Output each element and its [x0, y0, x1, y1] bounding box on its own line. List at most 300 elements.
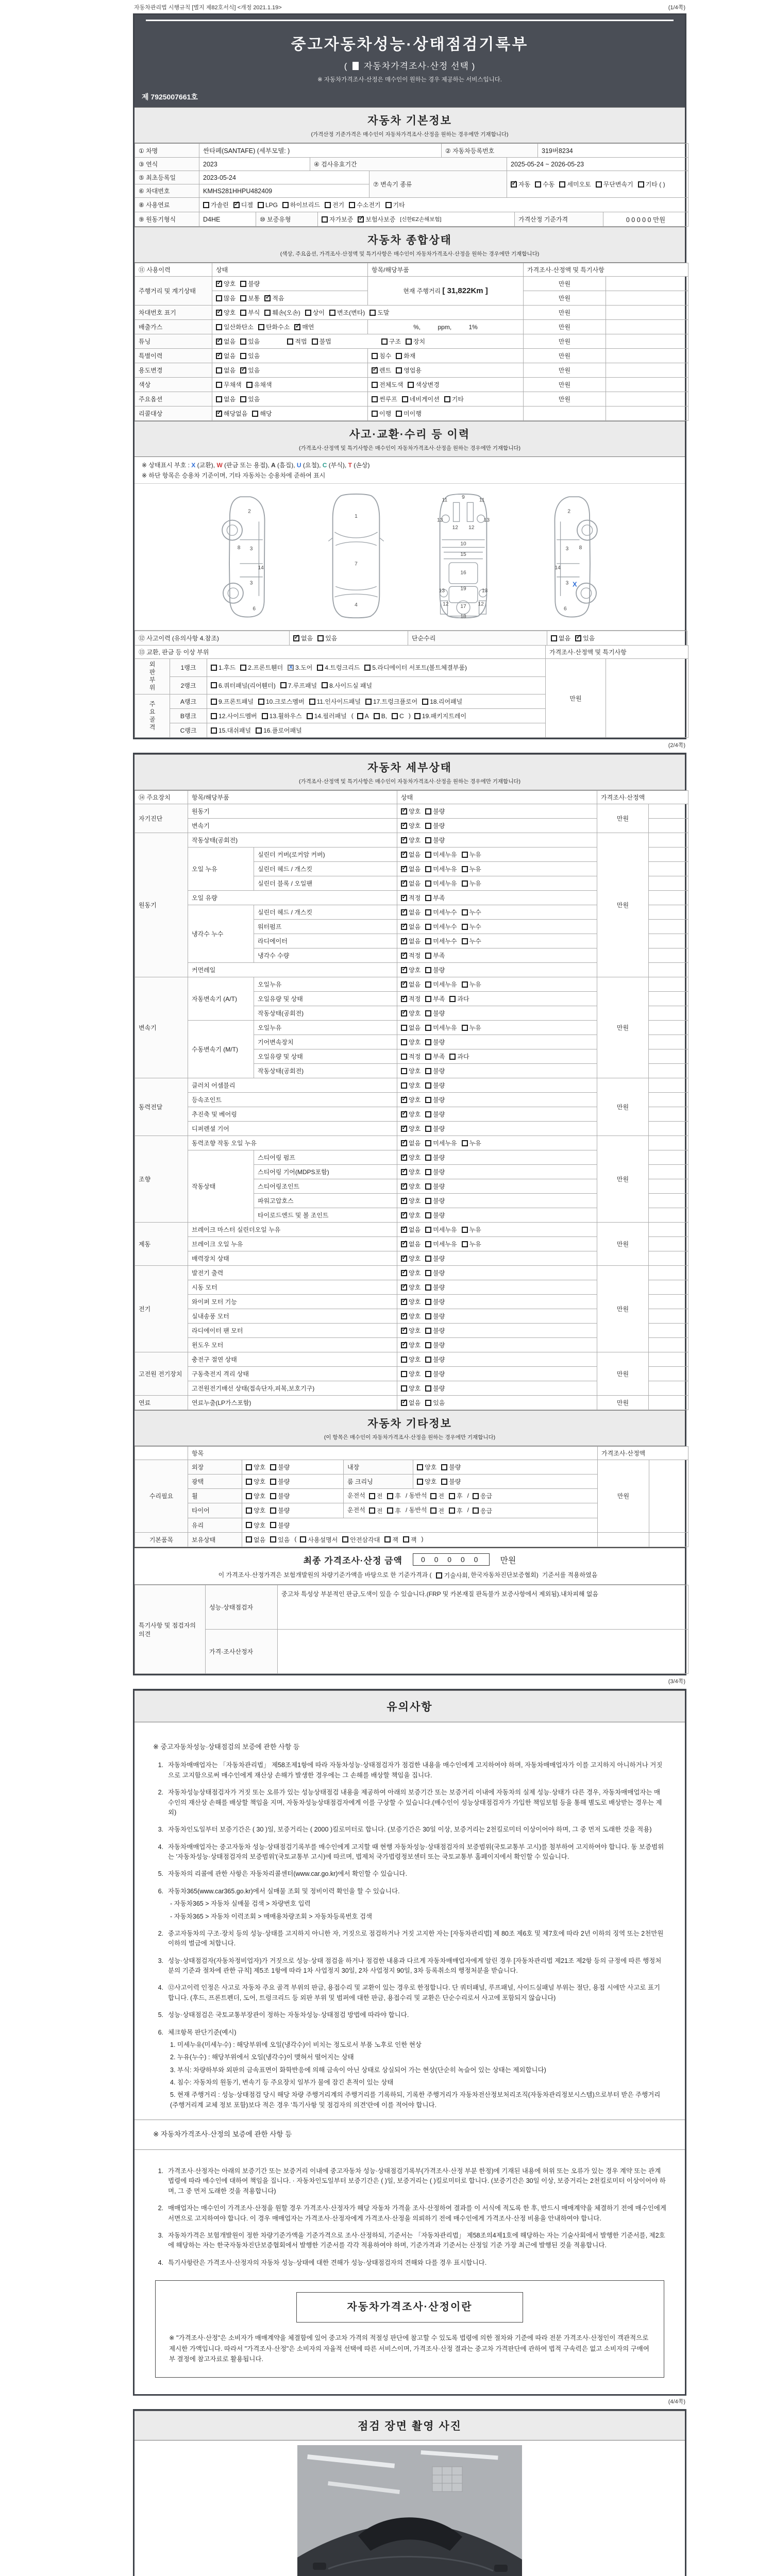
checkbox-label: 있음: [248, 367, 260, 374]
item-label: 등속조인트: [188, 1093, 397, 1107]
checkbox-기타[interactable]: [385, 200, 405, 209]
checkbox-있음[interactable]: [317, 634, 337, 642]
checkbox-응급[interactable]: [473, 1492, 492, 1500]
final-price-note: [135, 1570, 685, 1580]
detail-row: [135, 1266, 688, 1280]
caution-item-text: 자동차성능상태점검자가 거짓 또는 오류가 있는 성능상태점검 내용을 제공하여 아래의 보증기간 또는 보증거리 이내에 자동차의 실제 성능·상태가 다른 경우, 자동차매매업자는 매수인의 재산상 손해를 배상할 책임을 지며, 자동차성능상태점검자에게 이를 구상할 수 있습니다.(매수인이 성능상태점검자가 가입한 책임보험 등을 통해 별도로 배상받는 경우는 제외): [168, 1789, 662, 1816]
checkbox-양호[interactable]: [216, 308, 236, 317]
doc-page-3: [133, 1689, 686, 2396]
inline-text: / 동반석: [405, 1492, 427, 1499]
checkbox-렌트[interactable]: [372, 366, 391, 375]
checkbox-13.휠하우스[interactable]: [262, 711, 302, 720]
checkbox-16.플로어패널[interactable]: [256, 726, 302, 735]
checkbox-없음[interactable]: [401, 908, 421, 917]
checkbox-양호[interactable]: [401, 1312, 421, 1320]
checkbox-불량[interactable]: [425, 807, 445, 816]
checkbox-label: 양호: [224, 280, 236, 287]
checkbox-가솔린[interactable]: [203, 200, 229, 209]
checkbox-기타[interactable]: [444, 395, 464, 403]
note-cell: [649, 1396, 688, 1410]
checkbox-label: 불량: [278, 1464, 290, 1471]
checkbox-불량[interactable]: [425, 1038, 445, 1046]
checkbox-label: 양호: [409, 1269, 421, 1277]
checkbox-후[interactable]: [387, 1506, 401, 1515]
checkbox-불량[interactable]: [425, 965, 445, 974]
checkbox-있음[interactable]: [270, 1535, 290, 1544]
checkbox-적정[interactable]: [401, 893, 421, 902]
checkbox-10.크로스멤버[interactable]: [258, 697, 305, 706]
checkbox-후[interactable]: [387, 1492, 401, 1500]
checkbox-label: 도말: [377, 309, 390, 316]
legend-part: (손상): [351, 462, 370, 469]
checkbox-양호[interactable]: [401, 821, 421, 830]
checkbox-불량[interactable]: [425, 1341, 445, 1349]
checkbox-없음[interactable]: [401, 937, 421, 945]
checkbox-미세누수[interactable]: [425, 908, 457, 917]
checkbox-불량[interactable]: [425, 1196, 445, 1205]
checkbox-불량[interactable]: [425, 1124, 445, 1133]
checkbox-없음[interactable]: [401, 879, 421, 888]
checkbox-미세누유[interactable]: [425, 865, 457, 873]
checkbox-부족[interactable]: [425, 893, 445, 902]
checkbox-부족[interactable]: [425, 951, 445, 960]
checkbox-없음[interactable]: [216, 337, 236, 346]
checkbox-누유[interactable]: [462, 879, 481, 888]
section-accident-history: [135, 421, 685, 457]
checkbox-양호[interactable]: [246, 1492, 265, 1500]
checkbox-미이행[interactable]: [396, 409, 422, 418]
empty-box-icon: [422, 699, 428, 705]
checkbox-매연[interactable]: [294, 323, 314, 331]
checkbox-불량[interactable]: [441, 1477, 461, 1486]
state-checks: [397, 920, 597, 934]
checkbox-label: 12.사이드멤버: [219, 713, 257, 720]
checkbox-수소전기[interactable]: [349, 200, 380, 209]
inline-text: /: [467, 1492, 469, 1499]
checkbox-양호[interactable]: [401, 1211, 421, 1219]
basic-info-row-2: [135, 157, 688, 171]
checkbox-있음[interactable]: [240, 351, 260, 360]
checkbox-없음[interactable]: [401, 1225, 421, 1234]
checkbox-양호[interactable]: [401, 1341, 421, 1349]
checkbox-전[interactable]: [369, 1506, 383, 1515]
checkbox-보험사보증[interactable]: [358, 215, 395, 224]
checkbox-기타 ( )[interactable]: [638, 180, 665, 189]
checkbox-양호[interactable]: [401, 1182, 421, 1191]
checkbox-응급[interactable]: [473, 1506, 492, 1515]
checkbox-누유[interactable]: [462, 1225, 481, 1234]
checkbox-불량[interactable]: [425, 1268, 445, 1277]
checkbox-양호[interactable]: [401, 1110, 421, 1118]
fuel-checks: [199, 198, 688, 212]
checkbox-양호[interactable]: [401, 1081, 421, 1090]
checkbox-적정[interactable]: [401, 994, 421, 1003]
appraiser-opinion-row: [135, 1630, 688, 1674]
checkbox-상이[interactable]: [305, 308, 325, 317]
checkbox-사용설명서[interactable]: [300, 1535, 338, 1544]
checkbox-없음[interactable]: [401, 1398, 421, 1407]
checkbox-불량[interactable]: [425, 821, 445, 830]
note-cell: [649, 1150, 688, 1165]
filled-checkbox-icon: [352, 62, 359, 70]
checkbox-label: 불량: [449, 1478, 461, 1485]
checkbox-없음[interactable]: [551, 634, 570, 642]
section-price: 만원: [597, 977, 649, 1078]
checkbox-미세누유[interactable]: [425, 1023, 457, 1032]
checkbox-미세누유[interactable]: [425, 1139, 457, 1147]
checkbox-없음[interactable]: [246, 1535, 265, 1544]
checkbox-불량[interactable]: [425, 836, 445, 844]
empty-box-icon: [462, 938, 468, 944]
checkbox-양호[interactable]: [216, 279, 236, 288]
checkbox-미세누유[interactable]: [425, 879, 457, 888]
checkbox-무단변속기[interactable]: [596, 180, 633, 189]
checkbox-적정[interactable]: [401, 1052, 421, 1061]
checkbox-불량[interactable]: [425, 1254, 445, 1263]
price-appraisal-box-title: 자동차가격조사·산정이란: [296, 2292, 523, 2323]
checkbox-양호[interactable]: [401, 807, 421, 816]
checkbox-7.루프패널[interactable]: [280, 681, 317, 690]
checkbox-구조[interactable]: [381, 337, 401, 346]
checkbox-누유[interactable]: [462, 865, 481, 873]
checkbox-잭[interactable]: [384, 1535, 398, 1544]
checkbox-불량[interactable]: [425, 1009, 445, 1018]
empty-box-icon: [325, 202, 331, 208]
checkbox-누유[interactable]: [462, 1240, 481, 1248]
checkbox-없음[interactable]: [401, 1240, 421, 1248]
inline-text: [신한EZ손해보험]: [400, 216, 442, 223]
tbody-element: [135, 158, 688, 171]
checkbox-12.사이드멤버[interactable]: [211, 711, 257, 720]
checkbox-누유[interactable]: [462, 980, 481, 989]
checkbox-8.사이드실 패널[interactable]: [322, 681, 372, 690]
checkbox-없음[interactable]: [401, 922, 421, 931]
empty-box-icon: [559, 181, 565, 188]
checkbox-5.라디에이터 서포트(볼트체결부품)[interactable]: [364, 663, 467, 672]
checkbox-유채색[interactable]: [246, 380, 272, 389]
empty-box-icon: [425, 924, 431, 930]
checkbox-LPG[interactable]: [258, 201, 278, 209]
checkbox-label: 불량: [433, 967, 445, 974]
checkbox-이행[interactable]: [372, 409, 391, 418]
checkbox-불량[interactable]: [425, 1297, 445, 1306]
checkbox-있음[interactable]: [575, 634, 595, 642]
checkbox-불량[interactable]: [240, 279, 260, 288]
checkbox-적법[interactable]: [287, 337, 307, 346]
color-change-checks: [368, 378, 524, 392]
rankB-items: [207, 709, 546, 723]
checkbox-색상변경[interactable]: [408, 380, 439, 389]
checkbox-없음[interactable]: [216, 395, 236, 403]
checkbox-영업용[interactable]: [396, 366, 422, 375]
checkbox-누수[interactable]: [462, 937, 481, 945]
checkbox-양호[interactable]: [401, 1369, 421, 1378]
checkbox-label: 17.트렁크플로어: [373, 698, 418, 705]
checkbox-불량[interactable]: [270, 1477, 290, 1486]
checkbox-불량[interactable]: [270, 1506, 290, 1515]
checkbox-있음[interactable]: [240, 337, 260, 346]
caution-item-text: 자동차매매업자는 「자동차관리법」 제58조제1항에 따라 자동차성능·상태점검자가 점검한 내용을 매수인에게 고지하여야 하며, 자동차매매업자가 이를 고지하지 아니하거나 거짓으로 고지함으로써 매수인에게 재산상 손해가 발생한 경우에는 그 손해를 배상할 책임을 집니다.: [168, 1761, 663, 1779]
checkbox-11.인사이드패널[interactable]: [309, 697, 361, 706]
note-cell: [649, 819, 688, 833]
diagram-part-number-19: 19: [460, 586, 466, 592]
checkbox-디젤[interactable]: [233, 200, 253, 209]
checkbox-18.리어패널[interactable]: [422, 697, 462, 706]
caution-item: [153, 1825, 666, 1835]
checkbox-전[interactable]: [430, 1492, 444, 1500]
checkbox-도말[interactable]: [369, 308, 389, 317]
checkbox-누수[interactable]: [462, 908, 481, 917]
checkbox-양호[interactable]: [401, 1124, 421, 1133]
checkbox-미세누유[interactable]: [425, 850, 457, 859]
checkbox-불량[interactable]: [425, 1355, 445, 1364]
emission-label: 배출가스: [135, 320, 212, 334]
checkbox-불량[interactable]: [425, 1095, 445, 1104]
checkbox-양호[interactable]: [401, 1268, 421, 1277]
checkbox-네비게이션[interactable]: [402, 395, 440, 403]
checkbox-양호[interactable]: [401, 1196, 421, 1205]
checkbox-불량[interactable]: [425, 1211, 445, 1219]
diagram-part-number-2: 2: [248, 509, 251, 515]
checkbox-미세누수[interactable]: [425, 922, 457, 931]
checkbox-label: 누유: [469, 1140, 481, 1147]
empty-box-icon: [372, 353, 378, 359]
device-label-조향: 조향: [135, 1136, 188, 1223]
checkbox-있음[interactable]: [240, 395, 260, 403]
checkbox-많음[interactable]: [216, 294, 236, 302]
checkbox-불량[interactable]: [425, 1110, 445, 1118]
checkbox-양호[interactable]: [401, 1355, 421, 1364]
checkbox-전[interactable]: [430, 1506, 444, 1515]
empty-box-icon: [387, 1493, 393, 1499]
empty-box-icon: [309, 699, 315, 705]
checkbox-없음[interactable]: [216, 351, 236, 360]
checkbox-없음[interactable]: [401, 865, 421, 873]
checkbox-없음[interactable]: [401, 850, 421, 859]
checkbox-없음[interactable]: [401, 1023, 421, 1032]
checkbox-누유[interactable]: [462, 1139, 481, 1147]
state-checks: [397, 819, 597, 833]
checkbox-14.필러패널[interactable]: [307, 711, 347, 720]
checkbox-수동[interactable]: [535, 180, 554, 189]
checkbox-불량[interactable]: [270, 1521, 290, 1530]
checkbox-적정[interactable]: [401, 951, 421, 960]
checkbox-양호[interactable]: [401, 1283, 421, 1292]
checkbox-하이브리드[interactable]: [282, 200, 320, 209]
checkbox-안전삼각대[interactable]: [342, 1535, 380, 1544]
checkbox-불량[interactable]: [425, 1153, 445, 1162]
checkbox-양호[interactable]: [401, 1153, 421, 1162]
page-marker-4: (4/4쪽): [668, 2398, 685, 2405]
checkbox-불량[interactable]: [425, 1283, 445, 1292]
checkbox-누유[interactable]: [462, 1023, 481, 1032]
checkbox-무채색[interactable]: [216, 380, 242, 389]
checkbox-전체도색[interactable]: [372, 380, 403, 389]
checkbox-전[interactable]: [369, 1492, 383, 1500]
checkbox-없음[interactable]: [401, 1139, 421, 1147]
checkbox-양호[interactable]: [417, 1477, 436, 1486]
checkbox-불량[interactable]: [425, 1081, 445, 1090]
cautions-list-3: [153, 2166, 666, 2268]
checkbox-label: 불량: [433, 1082, 445, 1089]
section-price: 만원: [597, 1223, 649, 1266]
checkbox-9.프론트패널[interactable]: [211, 697, 254, 706]
checkbox-불법[interactable]: [312, 337, 331, 346]
wheel-checks: [242, 1489, 344, 1503]
tbody-element: [135, 198, 688, 212]
checkbox-2.프론트휀더[interactable]: [240, 663, 283, 672]
note-cell: [649, 1251, 688, 1266]
checkbox-양호[interactable]: [401, 1297, 421, 1306]
checkbox-양호[interactable]: [401, 836, 421, 844]
checkbox-양호[interactable]: [401, 1038, 421, 1046]
checkbox-A[interactable]: [357, 713, 369, 720]
checkbox-17.트렁크플로어[interactable]: [365, 697, 417, 706]
section-title: 유의사항: [386, 1701, 433, 1714]
caution-item-text: ⑫사고이력 인정은 사고로 자동차 주요 골격 부위의 판금, 용접수리 및 교환이 있는 경우로 한정합니다. 단 쿼터패널, 루프패널, 사이드실패널 부위는 절단, 용접 시에만 사고로 표기합니다. (후드, 프론트펜더, 도어, 트렁크리드 등 외판 부위 및 범퍼에 대한 판금, 용접수리 및 교환은 단순수리로서 사고에 포함되지 않습니다): [168, 1984, 660, 2002]
checkbox-label: 불량: [433, 1342, 445, 1349]
checkbox-기술사회,[interactable]: [436, 1571, 469, 1580]
checkbox-양호[interactable]: [401, 1167, 421, 1176]
checkbox-양호[interactable]: [401, 1326, 421, 1335]
checkbox-불량[interactable]: [270, 1492, 290, 1500]
checkbox-부식[interactable]: [240, 308, 260, 317]
checked-box-icon: [216, 281, 222, 287]
checkbox-일산화탄소[interactable]: [216, 323, 254, 331]
checkbox-불량[interactable]: [425, 1167, 445, 1176]
checkbox-있음[interactable]: [240, 366, 260, 375]
checkbox-불량[interactable]: [441, 1463, 461, 1471]
checked-box-icon: [401, 1241, 407, 1247]
checkbox-과다[interactable]: [449, 994, 469, 1003]
item-sub-label: 오일유량 및 상태: [254, 1049, 397, 1064]
checkbox-보통[interactable]: [240, 294, 260, 302]
checkbox-3.도어[interactable]: [288, 663, 312, 672]
inline-text: (: [294, 1535, 297, 1543]
checkbox-15.대쉬패널[interactable]: [211, 726, 251, 735]
checkbox-없음[interactable]: [216, 366, 236, 375]
checkbox-없음[interactable]: [401, 980, 421, 989]
checkbox-label: 썬루프: [379, 396, 397, 403]
checkbox-불량[interactable]: [425, 1066, 445, 1075]
checkbox-화재[interactable]: [396, 351, 415, 360]
wheel-label: 휠: [188, 1489, 242, 1503]
checkbox-후[interactable]: [449, 1492, 463, 1500]
checkbox-잭[interactable]: [403, 1535, 417, 1544]
checkbox-없음[interactable]: [293, 634, 313, 642]
checkbox-label: 과다: [457, 995, 469, 1003]
checkbox-미세누수[interactable]: [425, 937, 457, 945]
checkbox-미세누유[interactable]: [425, 1225, 457, 1234]
empty-box-icon: [364, 665, 371, 671]
checkbox-부족[interactable]: [425, 1052, 445, 1061]
glass-label: 유리: [188, 1518, 242, 1532]
item-label: 구동축전지 격리 상태: [188, 1367, 397, 1381]
checked-box-icon: [240, 367, 246, 374]
checkbox-6.쿼터패널(리어휀더)[interactable]: [211, 681, 276, 690]
checkbox-누유[interactable]: [462, 850, 481, 859]
checkbox-양호[interactable]: [401, 1066, 421, 1075]
checkbox-전기[interactable]: [325, 200, 344, 209]
checkbox-양호[interactable]: [401, 1009, 421, 1018]
document-number: 제 7925007661호: [142, 93, 198, 101]
checkbox-1.후드[interactable]: [211, 663, 236, 672]
empty-box-icon: [425, 1357, 431, 1363]
checkbox-양호[interactable]: [246, 1477, 265, 1486]
checkbox-부족[interactable]: [425, 994, 445, 1003]
tuning-checks: [212, 334, 524, 349]
checkbox-불량[interactable]: [425, 1182, 445, 1191]
checkbox-양호[interactable]: [401, 1095, 421, 1104]
checkbox-세미오토[interactable]: [559, 180, 591, 189]
checkbox-C[interactable]: [392, 713, 404, 720]
checkbox-양호[interactable]: [401, 1384, 421, 1393]
checkbox-해당[interactable]: [252, 409, 272, 418]
caution-item-text: 특기사항란은 가격조사·산정자의 자동차 성능·상태에 대한 견해가 성능·상태점검자의 견해와 다를 경우 표시합니다.: [168, 2259, 487, 2266]
section-photos: [135, 2411, 685, 2441]
checkbox-후[interactable]: [449, 1506, 463, 1515]
checkbox-19.패키지트레이[interactable]: [414, 711, 466, 720]
checkbox-침수[interactable]: [372, 351, 391, 360]
checkbox-있음[interactable]: [425, 1398, 445, 1407]
checkbox-불량[interactable]: [425, 1312, 445, 1320]
checkbox-양호[interactable]: [246, 1463, 265, 1471]
empty-box-icon: [425, 1241, 431, 1247]
checkbox-적음[interactable]: [264, 294, 284, 302]
caution-item-text: 매매업자는 매수인이 가격조사·산정을 원할 경우 가격조사·산정자가 해당 자동차 가격을 조사·산정하여 결과를 이 서식에 적도록 한 후, 반드시 매매계약을 체결하기 전에 매수인에게 서면으로 고지하여야 합니다. 이 경우 매매업자는 가격조사·산정자에게 가격조사·산정을 의뢰하기 전에 매수인에게 가격조사·산정 비용을 안내하여야 합니다.: [168, 2205, 666, 2222]
checkbox-양호[interactable]: [401, 1254, 421, 1263]
checkbox-자동[interactable]: [511, 180, 530, 189]
checkbox-탄화수소[interactable]: [258, 323, 290, 331]
checkbox-양호[interactable]: [246, 1521, 265, 1530]
state-checks: [397, 1237, 597, 1251]
checkbox-썬루프[interactable]: [372, 395, 397, 403]
row-special-history: [135, 349, 688, 363]
checkbox-누수[interactable]: [462, 922, 481, 931]
detail-row: [135, 1136, 688, 1150]
state-checks: [397, 1035, 597, 1049]
checkbox-과다[interactable]: [449, 1052, 469, 1061]
gloss-label: 광택: [188, 1475, 242, 1489]
checkbox-미세누유[interactable]: [425, 1240, 457, 1248]
diagram-part-number-16: 16: [460, 570, 466, 576]
checkbox-양호[interactable]: [417, 1463, 436, 1471]
row-mileage: [135, 277, 688, 291]
checkbox-불량[interactable]: [425, 1369, 445, 1378]
checkbox-label: 없음: [559, 635, 571, 642]
checkbox-불량[interactable]: [425, 1326, 445, 1335]
caution-item: [153, 1983, 666, 2003]
recall-price: [524, 406, 606, 421]
checkbox-장치[interactable]: [406, 337, 425, 346]
legend-part: (부식),: [327, 462, 348, 469]
checkbox-미세누유[interactable]: [425, 980, 457, 989]
checkbox-변조(변타)[interactable]: [329, 308, 365, 317]
checkbox-자가보증[interactable]: [322, 215, 353, 224]
checkbox-훼손(오손)[interactable]: [264, 308, 300, 317]
checkbox-label: 색상변경: [415, 381, 440, 388]
checkbox-4.트렁크리드[interactable]: [317, 663, 360, 672]
checkbox-해당없음[interactable]: [216, 409, 247, 418]
checkbox-불량[interactable]: [425, 1384, 445, 1393]
state-checks: [397, 1251, 597, 1266]
checkbox-불량[interactable]: [270, 1463, 290, 1471]
checkbox-양호[interactable]: [246, 1506, 265, 1515]
checkbox-B,[interactable]: [374, 713, 387, 720]
rank2-items: [207, 676, 546, 694]
checkbox-label: 미세누유: [433, 1024, 457, 1031]
checkbox-양호[interactable]: [401, 965, 421, 974]
